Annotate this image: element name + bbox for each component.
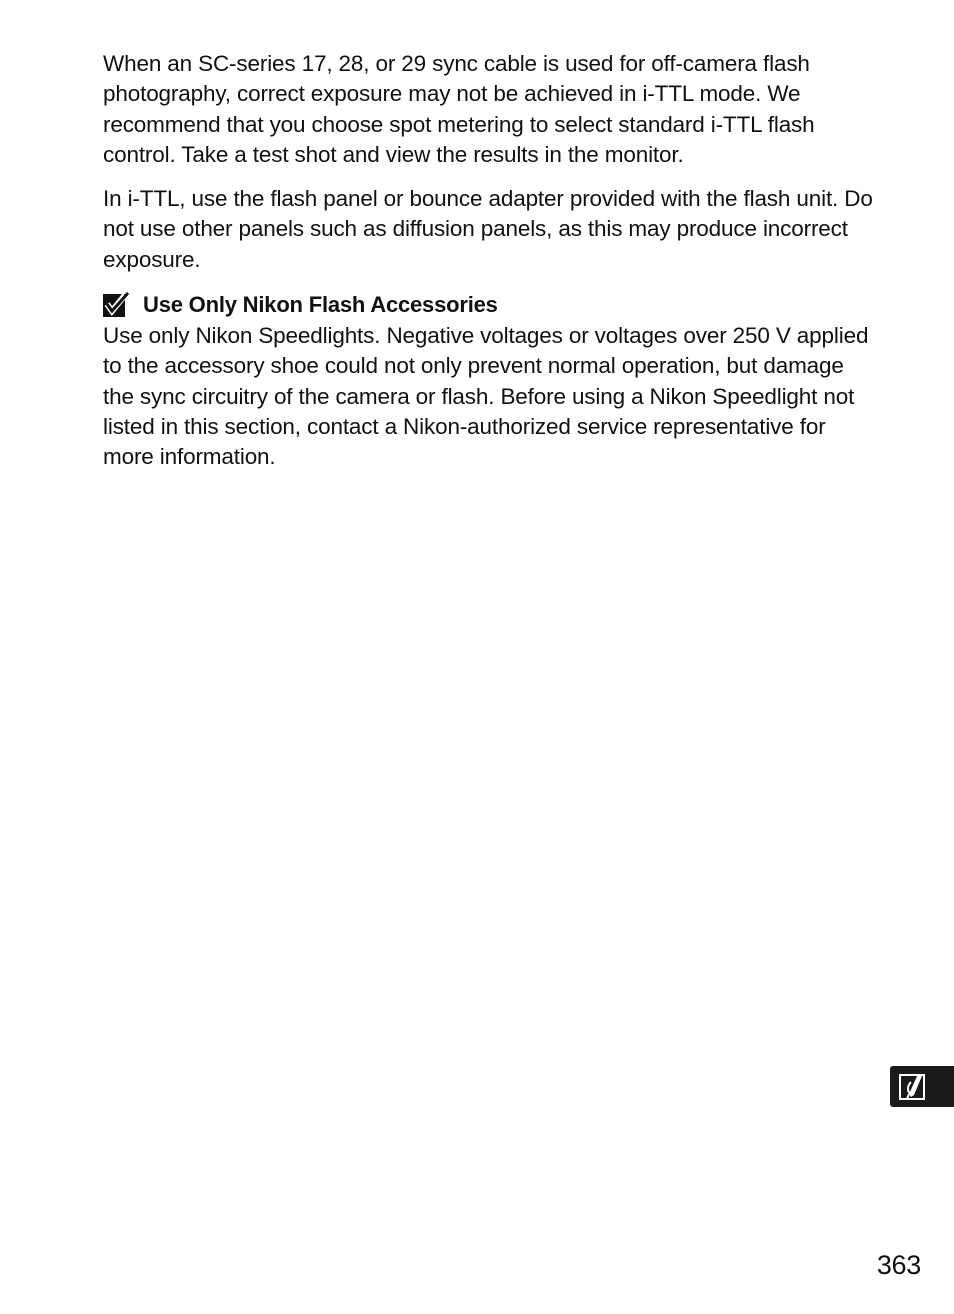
note-title: Use Only Nikon Flash Accessories xyxy=(143,292,498,318)
notes-pen-icon xyxy=(898,1072,930,1102)
checkbox-caution-icon xyxy=(103,292,130,319)
section-tab[interactable] xyxy=(890,1066,954,1107)
page-content xyxy=(103,49,878,473)
paragraph-flash-panel: In i-TTL, use the flash panel or bounce adapter provided with the flash unit. Do not use other panels such as diffusion panels, as this may produce incorrect exposure. xyxy=(103,186,873,272)
note-body: Use only Nikon Speedlights. Negative voltages or voltages over 250 V applied to the accessory shoe could not only prevent normal operation, but damage the sync circuitry of the camera or flash. Before using a Nikon Speedlight not listed in this section, contact a Nikon-authorized service representative for more information. xyxy=(103,323,869,470)
page-number: 363 xyxy=(876,1250,921,1280)
paragraph-sync-cable: When an SC-series 17, 28, or 29 sync cable is used for off-camera flash photography, correct exposure may not be achieved in i-TTL mode. We recommend that you choose spot metering to select standard i-TTL flash control. Take a test shot and view the results in the monitor. xyxy=(103,51,815,167)
note-heading xyxy=(103,289,878,321)
caution-note xyxy=(103,289,878,472)
